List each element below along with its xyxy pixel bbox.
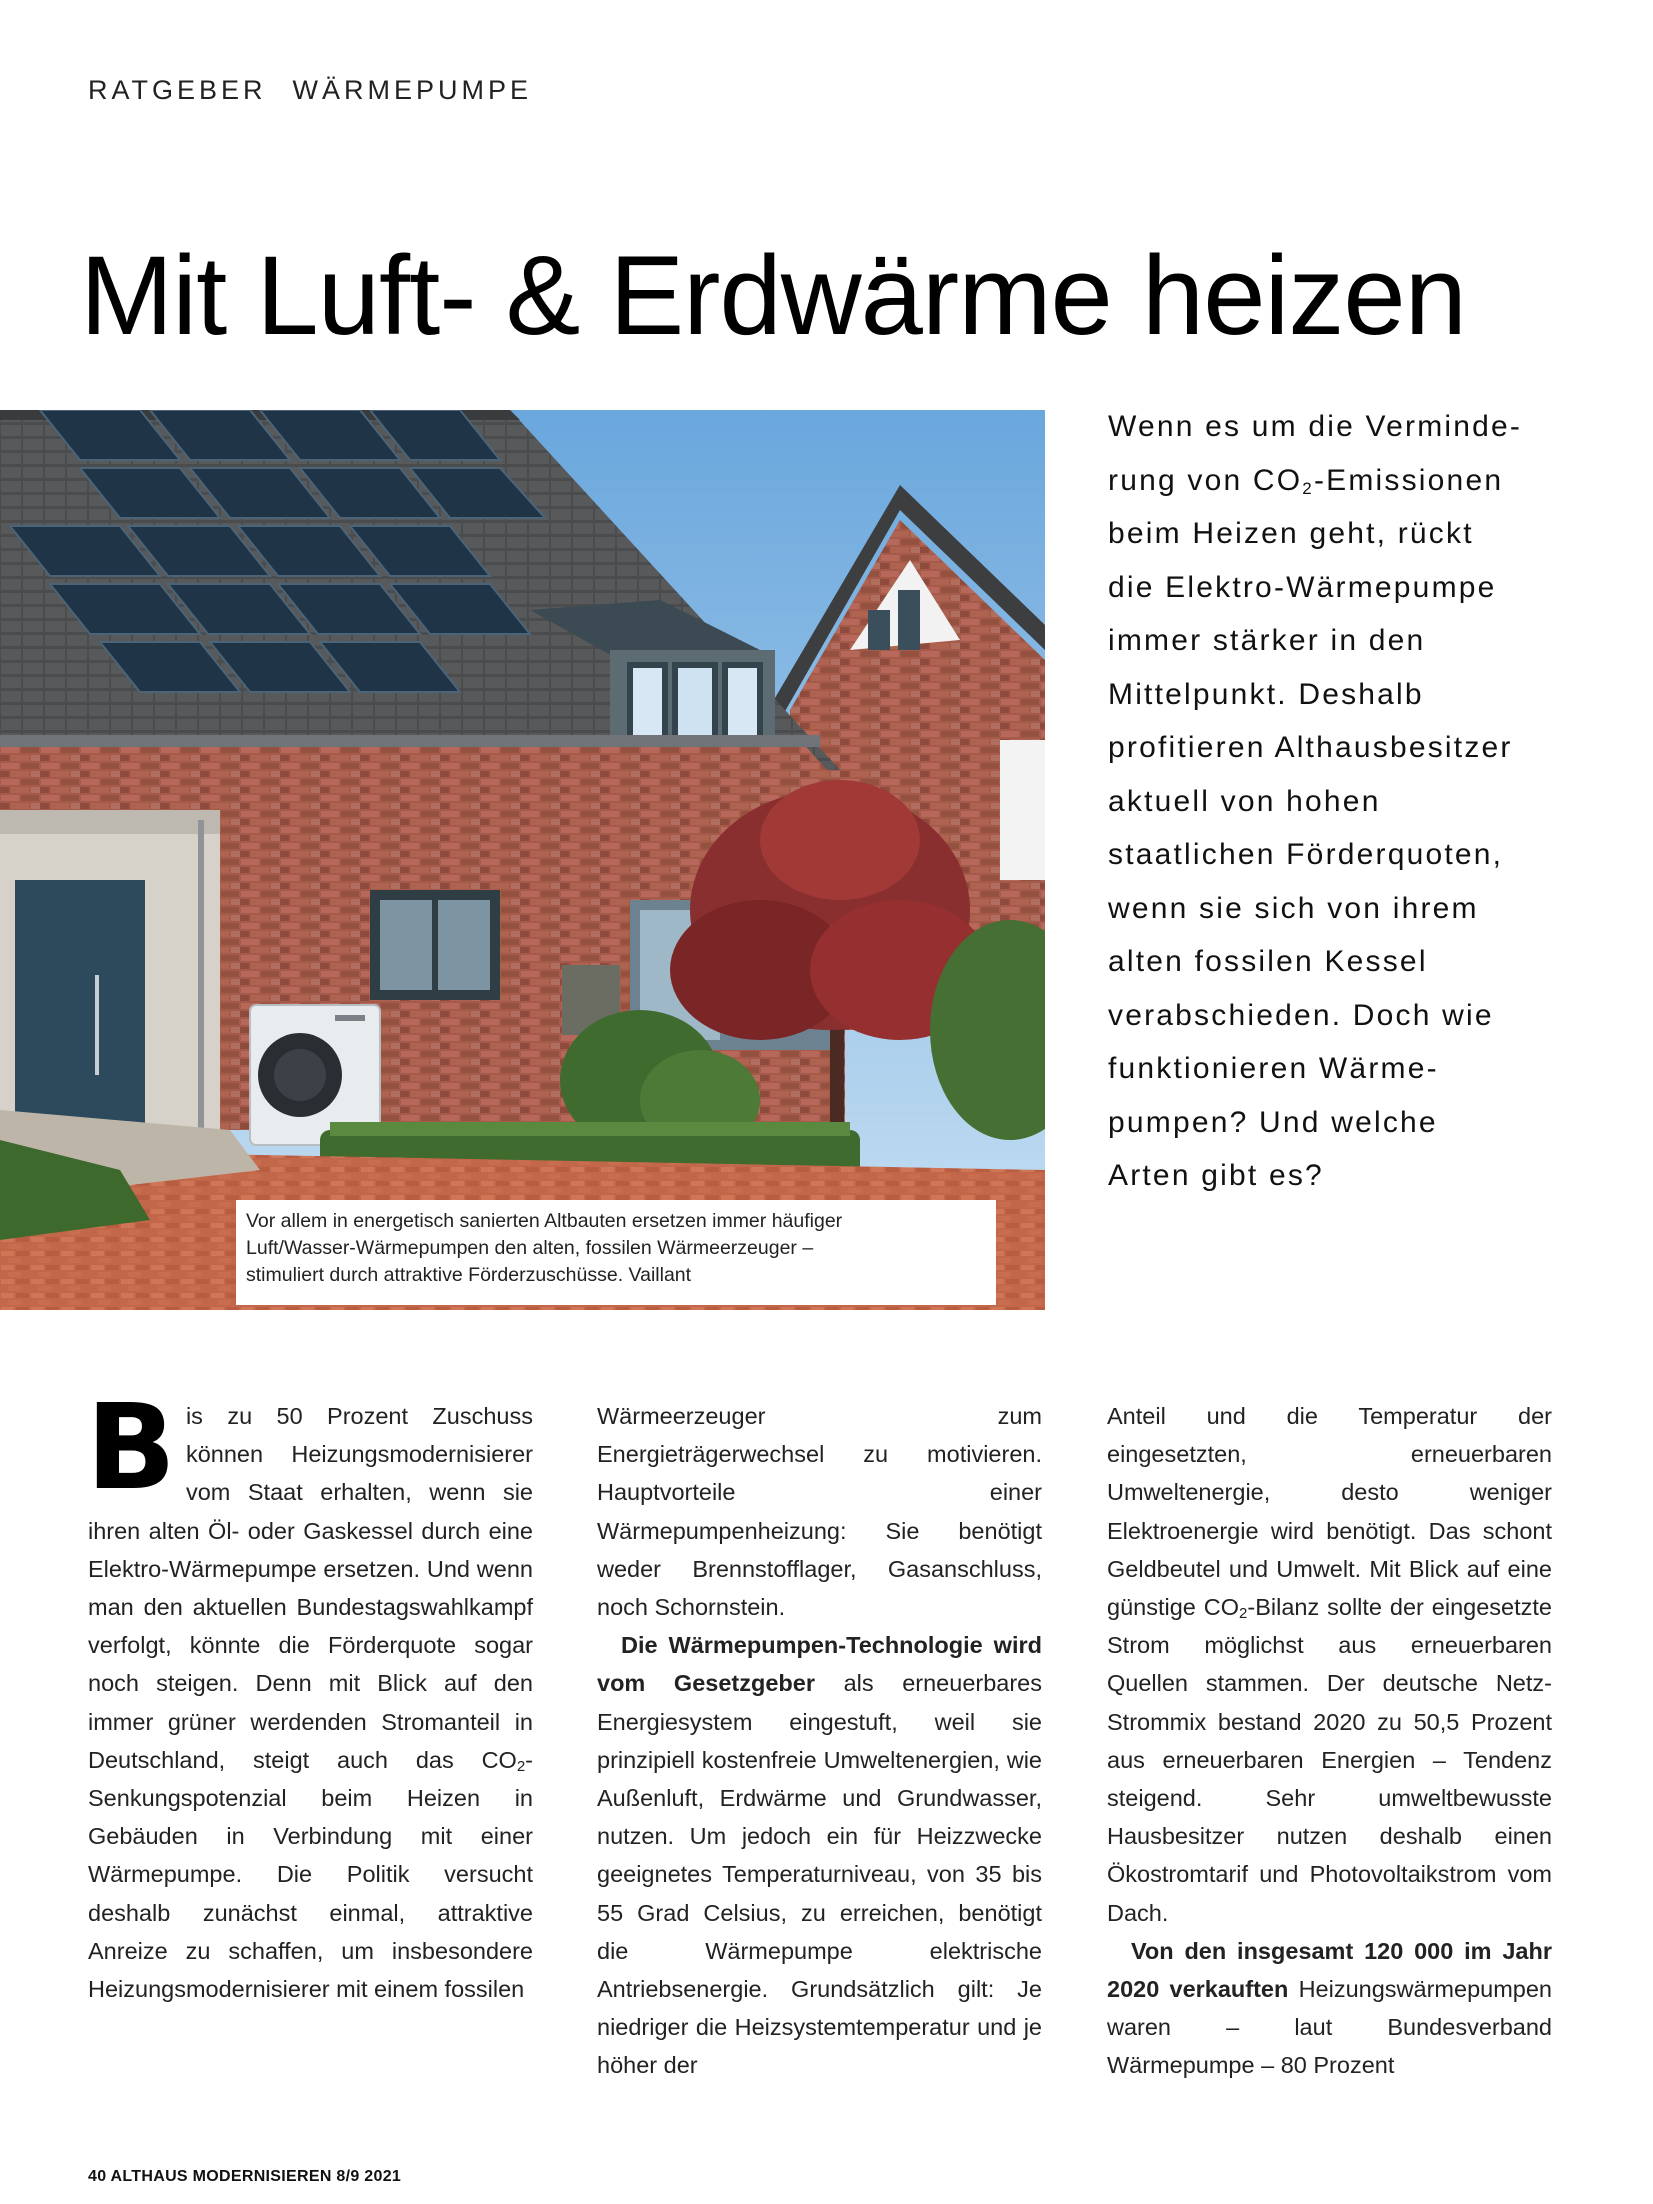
lead-in-bold: Von den insgesamt 120 000 im Jahr 2020 verkauften <box>1107 1937 1552 2003</box>
intro-line: Wenn es um die Verminde- <box>1108 410 1523 443</box>
paragraph: Bis zu 50 Prozent Zuschuss können Heizungsmodernisierer vom Staat erhalten, wenn sie ihren alten Öl- oder Gaskessel durch eine Elektro-Wärmepumpe ersetzen. Und wenn man den aktuellen Bundestagswahlkampf verfolgt, könnte die Förderquote sogar noch steigen. Denn mit Blick auf den immer grüner werdenden Stromanteil in Deutschland, steigt auch das $CO_2$-Senkungspotenzial beim Heizen in Gebäuden in Verbindung mit einer Wärmepumpe. Die Politik versucht deshalb zunächst einmal, attraktive Anreize zu schaffen, um insbesondere Heizungsmodernisierer mit einem fossilen <box>86 1378 533 2003</box>
body-column-2 <box>597 1397 1042 2085</box>
house-photo-illustration <box>0 410 1045 1310</box>
intro-line: beim Heizen geht, rückt <box>1108 517 1474 550</box>
body-column-3 <box>1107 1397 1552 2085</box>
caption-line: stimuliert durch attraktive Förderzuschüsse. Vaillant <box>246 1263 692 1286</box>
intro-line: funktionieren Wärme- <box>1108 1052 1439 1085</box>
house-photo <box>0 410 1045 1310</box>
section-tag <box>88 75 532 106</box>
page-footer: 40 ALTHAUS MODERNISIEREN 8/9 2021 <box>88 2168 402 2185</box>
intro-line: Arten gibt es? <box>1108 1159 1324 1192</box>
intro-line: rung von $CO_2$-Emissionen <box>1108 463 1504 498</box>
intro-line: die Elektro-Wärmepumpe <box>1108 570 1497 604</box>
intro-line: Mittelpunkt. Deshalb <box>1108 677 1424 711</box>
lead-in-bold: Die Wärmepumpen-Technologie wird vom Gesetzgeber <box>597 1632 1042 1697</box>
paragraph: Die Wärmepumpen-Technologie wird vom Gesetzgeber als erneuerbares Energiesystem eingestuft, weil sie prinzipiell kostenfreie Umweltenergien, wie Außenluft, Erdwärme und Grundwasser, nutzen. Um jedoch ein für Heizzwecke geeignetes Temperaturniveau, von 35 bis 55 Grad Celsius, zu erreichen, benötigt die Wärmepumpe elektrische Antriebsenergie. Grundsätzlich gilt: Je niedriger die Heizsystemtemperatur und je höher der <box>597 1632 1043 2079</box>
topic-label: WÄRMEPUMPE <box>292 75 533 105</box>
paragraph: Wärmeerzeuger zum Energieträgerwechsel zu motivieren. Hauptvorteile einer Wärmepumpenheizung: Sie benötigt weder Brennstofflager, Gasanschluss, noch Schornstein. <box>597 1403 1042 1621</box>
intro-line: aktuell von hohen <box>1108 784 1381 818</box>
intro-text <box>1108 400 1608 1203</box>
section-label: RATGEBER <box>88 75 267 105</box>
drop-cap: B <box>86 1378 176 1516</box>
intro-line: verabschieden. Doch wie <box>1108 998 1494 1032</box>
page-title: Mit Luft- & Erdwärme heizen <box>80 233 1466 358</box>
caption-line: Vor allem in energetisch sanierten Altbauten ersetzen immer häufiger <box>246 1210 843 1232</box>
intro-line: immer stärker in den <box>1108 624 1426 657</box>
intro-line: wenn sie sich von ihrem <box>1108 891 1479 925</box>
photo-caption <box>236 1200 996 1305</box>
intro-line: alten fossilen Kessel <box>1108 945 1428 978</box>
body-column-1 <box>86 1378 533 2008</box>
intro-line: pumpen? Und welche <box>1108 1105 1438 1139</box>
paragraph: Anteil und die Temperatur der eingesetzten, erneuerbaren Umweltenergie, desto weniger Elektroenergie wird benötigt. Das schont Geldbeutel und Umwelt. Mit Blick auf eine günstige $CO_2$-Bilanz sollte der eingesetzte Strom möglichst aus erneuerbaren Quellen stammen. Der deutsche Netz-Strommix bestand 2020 zu 50,5 Prozent aus erneuerbaren Energien – Tendenz steigend. Sehr umweltbewusste Hausbesitzer nutzen deshalb einen Ökostromtarif und Photovoltaikstrom vom Dach. <box>1107 1403 1552 1926</box>
intro-line: profitieren Althausbesitzer <box>1108 731 1513 764</box>
paragraph: Von den insgesamt 120 000 im Jahr 2020 verkauften Heizungswärmepumpen waren – laut Bundesverband Wärmepumpe – 80 Prozent <box>1107 1937 1552 2079</box>
caption-line: Luft/Wasser-Wärmepumpen den alten, fossilen Wärmeerzeuger – <box>246 1236 814 1259</box>
intro-line: staatlichen Förderquoten, <box>1108 838 1504 871</box>
